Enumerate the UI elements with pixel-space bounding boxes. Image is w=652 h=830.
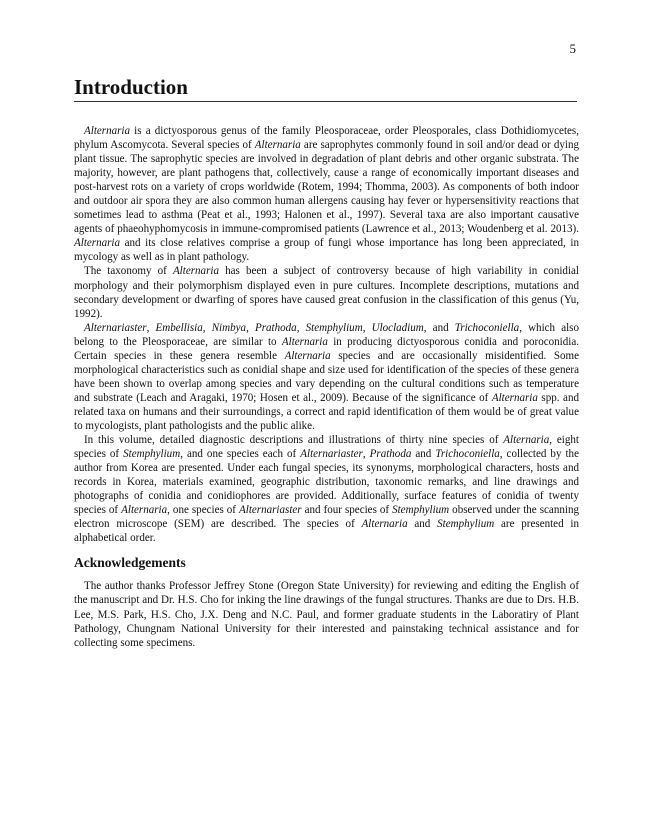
acknowledgements-paragraph: The author thanks Professor Jeffrey Stone (Oregon State University) for reviewing and editing the English of the manuscript and Dr. H.S. Cho for inking the line drawings of the fungal structures. Thanks are due to Drs. H.B. Lee, M.S. Park, H.S. Cho, J.X. Deng and N.C. Paul, and former graduate students in the Laboratiry of Plant Pathology, Chungnam National University for their interested and painstaking technical assistance and for collecting some specimens. <box>74 580 579 649</box>
intro-paragraph: Alternaria is a dictyosporous genus of the family Pleosporaceae, order Pleosporales, class Dothidiomycetes, phylum Ascomycota. Several species of Alternaria are saprophytes commonly found in soil and/or dead or dying plant tissue. The saprophytic species are involved in degradation of plant debris and other organic substrata. The majority, however, are plant pathogens that, collectively, cause a range of economically important diseases and post-harvest rots on a variety of crops worldwide (Rotem, 1994; Thomma, 2003). As components of both indoor and outdoor air spora they are also common human allergens causing hay fever or hypersensitivity reactions that sometimes lead to asthma (Peat et al., 1993; Halonen et al., 1997). Several taxa are also important causative agents of phaeohyphomycosis in immune-compromised patients (Lawrence et al., 2013; Woudenberg et al. 2013). Alternaria and its close relatives comprise a group of fungi whose importance has long been appreciated, in mycology as well as in plant pathology. <box>74 125 579 264</box>
taxon-name: Nimbya <box>211 321 247 334</box>
taxon-name: Alternaria <box>172 265 219 278</box>
taxon-name: Alternaria <box>361 518 408 531</box>
taxon-name: Alternaria <box>254 139 301 152</box>
taxon-name: Alternaria <box>281 335 328 348</box>
taxon-name: Embellisia <box>155 321 203 334</box>
taxon-name: Alternaria <box>491 391 538 404</box>
intro-paragraph: The taxonomy of Alternaria has been a subject of controversy because of high variability in conidial morphology and their polymorphism displayed even in pure cultures. Incomplete descriptions, mutations and secondary development or dwarfing of spores have caused great confusion in the classification of this genus (Yu, 1992). <box>74 265 579 320</box>
taxon-name: Alternariaster <box>239 504 302 517</box>
taxon-name: Alternaria <box>74 237 121 250</box>
body-text <box>74 124 579 650</box>
taxon-name: Stemphylium <box>305 321 363 334</box>
taxon-name: Ulocladium <box>371 321 424 334</box>
chapter-title: Introduction <box>74 74 577 102</box>
intro-paragraph: In this volume, detailed diagnostic descriptions and illustrations of thirty nine species of Alternaria, eight species of Stemphylium, and one species each of Alternariaster, Prathoda and Trichoconiella, collected by the author from Korea are presented. Under each fungal species, its synonyms, morphological characters, hosts and records in Korea, materials examined, geographic distribution, taxonomic remarks, and line drawings and photographs of conidia and conidiophores are provided. Additionally, surface features of conidia of twenty species of Alternaria, one species of Alternariaster and four species of Stemphylium observed under the scanning electron microscope (SEM) are described. The species of Alternaria and Stemphylium are presented in alphabetical order. <box>74 434 579 545</box>
taxon-name: Alternaria <box>503 434 550 447</box>
taxon-name: Stemphylium <box>392 504 450 517</box>
taxon-name: Alternaria <box>84 125 131 137</box>
taxon-name: Prathoda <box>369 448 412 461</box>
taxon-name: Alternaria <box>284 349 331 362</box>
taxon-name: Stemphylium <box>437 518 495 531</box>
taxon-name: Alternariaster <box>300 448 363 461</box>
intro-paragraph: Alternariaster, Embellisia, Nimbya, Prathoda, Stemphylium, Ulocladium, and Trichoconiella, which also belong to the Pleosporaceae, are similar to Alternaria in producing dictyosporous conidia and poroconidia. Certain species in these genera resemble Alternaria species and are occasionally misidentified. Some morphological characteristics such as conidial shape and size used for identification of the species of these genera have been shown to overlap among species and vary depending on the cultural conditions such as temperature and substrate (Leach and Aragaki, 1970; Hosen et al., 2009). Because of the significance of Alternaria spp. and related taxa on humans and their surroundings, a correct and rapid identification of them would be of great value to mycologists, plant pathologists and the public alike. <box>74 321 580 432</box>
taxon-name: Alternaria <box>121 504 168 517</box>
taxon-name: Prathoda <box>254 321 297 334</box>
taxon-name: Trichoconiella <box>435 448 500 461</box>
taxon-name: Stemphylium <box>123 448 181 461</box>
taxon-name: Alternariaster <box>84 321 147 334</box>
introduction-section <box>74 124 579 545</box>
acknowledgements-heading: Acknowledgements <box>74 555 186 571</box>
page-number: 5 <box>569 41 576 56</box>
taxon-name: Trichoconiella <box>454 321 520 334</box>
acknowledgements-section <box>74 555 579 649</box>
